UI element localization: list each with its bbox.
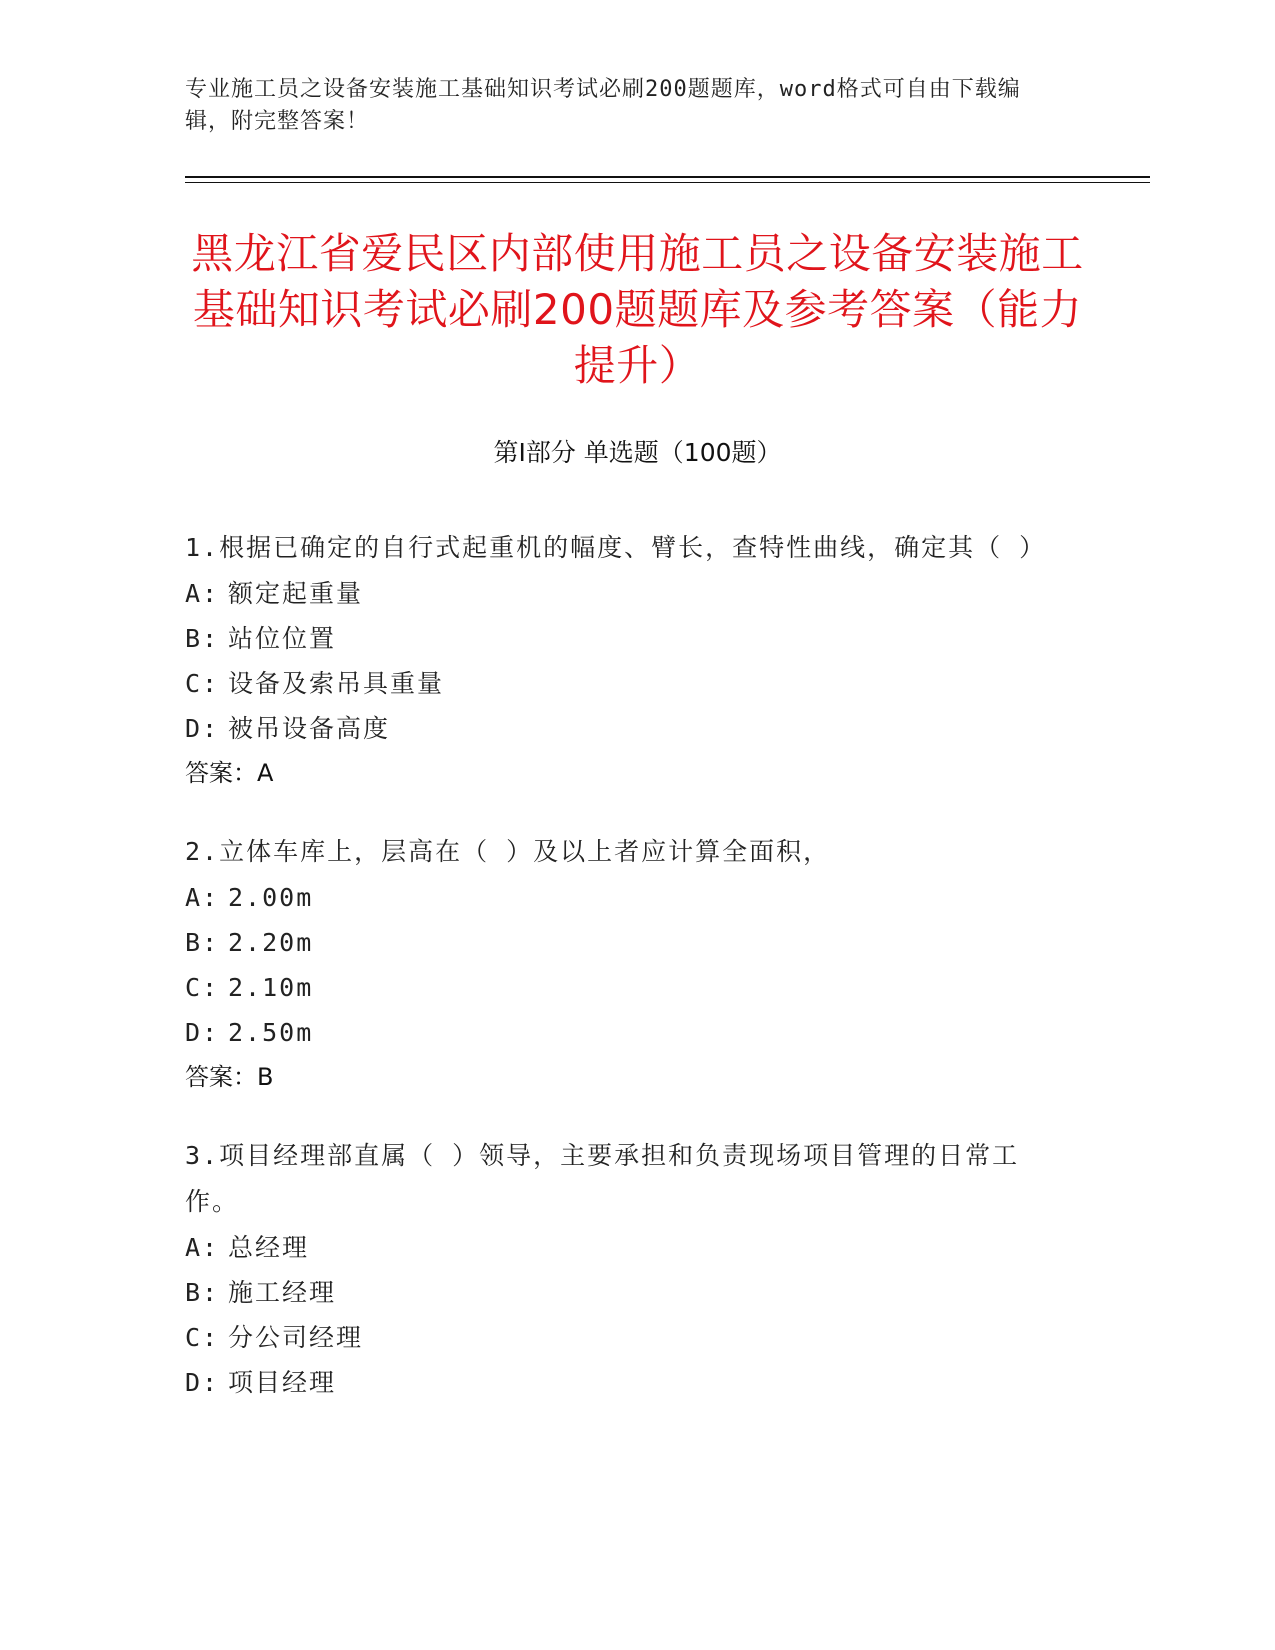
option-d <box>185 706 1065 751</box>
option-a <box>185 875 1065 920</box>
option-c <box>185 661 1065 706</box>
option-text: 施工经理 <box>228 1278 337 1307</box>
header-note: 专业施工员之设备安装施工基础知识考试必刷200题题库，word格式可自由下载编辑，附完整答案！ <box>185 77 1021 134</box>
option-key: B: <box>185 928 220 957</box>
option-text: 额定起重量 <box>228 579 364 608</box>
option-text: 2.10m <box>228 973 314 1002</box>
question-stem: 2.立体车库上，层高在（ ）及以上者应计算全面积， <box>185 837 831 866</box>
option-text: 总经理 <box>228 1233 310 1262</box>
option-b <box>185 920 1065 965</box>
option-key: A: <box>185 883 220 912</box>
answer-line: 答案：B <box>185 1063 274 1091</box>
question-item <box>185 1133 1065 1405</box>
option-key: C: <box>185 1323 220 1352</box>
option-key: B: <box>185 1278 220 1307</box>
option-text: 设备及索吊具重量 <box>228 669 445 698</box>
option-d <box>185 1360 1065 1405</box>
option-text: 2.50m <box>228 1018 314 1047</box>
option-key: B: <box>185 624 220 653</box>
option-text: 2.20m <box>228 928 314 957</box>
option-b <box>185 1270 1065 1315</box>
question-item <box>185 829 1065 1099</box>
option-text: 被吊设备高度 <box>228 714 391 743</box>
header-divider-thick <box>185 176 1150 178</box>
option-text: 项目经理 <box>228 1368 337 1397</box>
option-text: 站位位置 <box>228 624 337 653</box>
option-text: 2.00m <box>228 883 314 912</box>
option-text: 分公司经理 <box>228 1323 364 1352</box>
option-key: D: <box>185 1368 220 1397</box>
section-title: 第Ⅰ部分 单选题（100题） <box>493 438 782 467</box>
option-key: C: <box>185 973 220 1002</box>
question-item <box>185 525 1065 795</box>
option-c <box>185 1315 1065 1360</box>
question-stem: 1.根据已确定的自行式起重机的幅度、臂长，查特性曲线，确定其（ ） <box>185 533 1047 562</box>
question-list <box>185 525 1065 1439</box>
option-d <box>185 1010 1065 1055</box>
option-a <box>185 571 1065 616</box>
option-key: D: <box>185 1018 220 1047</box>
option-key: D: <box>185 714 220 743</box>
option-b <box>185 616 1065 661</box>
option-key: C: <box>185 669 220 698</box>
answer-line: 答案：A <box>185 759 274 787</box>
option-key: A: <box>185 579 220 608</box>
document-title: 黑龙江省爱民区内部使用施工员之设备安装施工基础知识考试必刷200题题库及参考答案（能力提升） <box>191 229 1084 390</box>
header-divider-thin <box>185 182 1150 183</box>
option-a <box>185 1225 1065 1270</box>
option-c <box>185 965 1065 1010</box>
option-key: A: <box>185 1233 220 1262</box>
question-stem: 3.项目经理部直属（ ）领导，主要承担和负责现场项目管理的日常工作。 <box>185 1141 1020 1216</box>
